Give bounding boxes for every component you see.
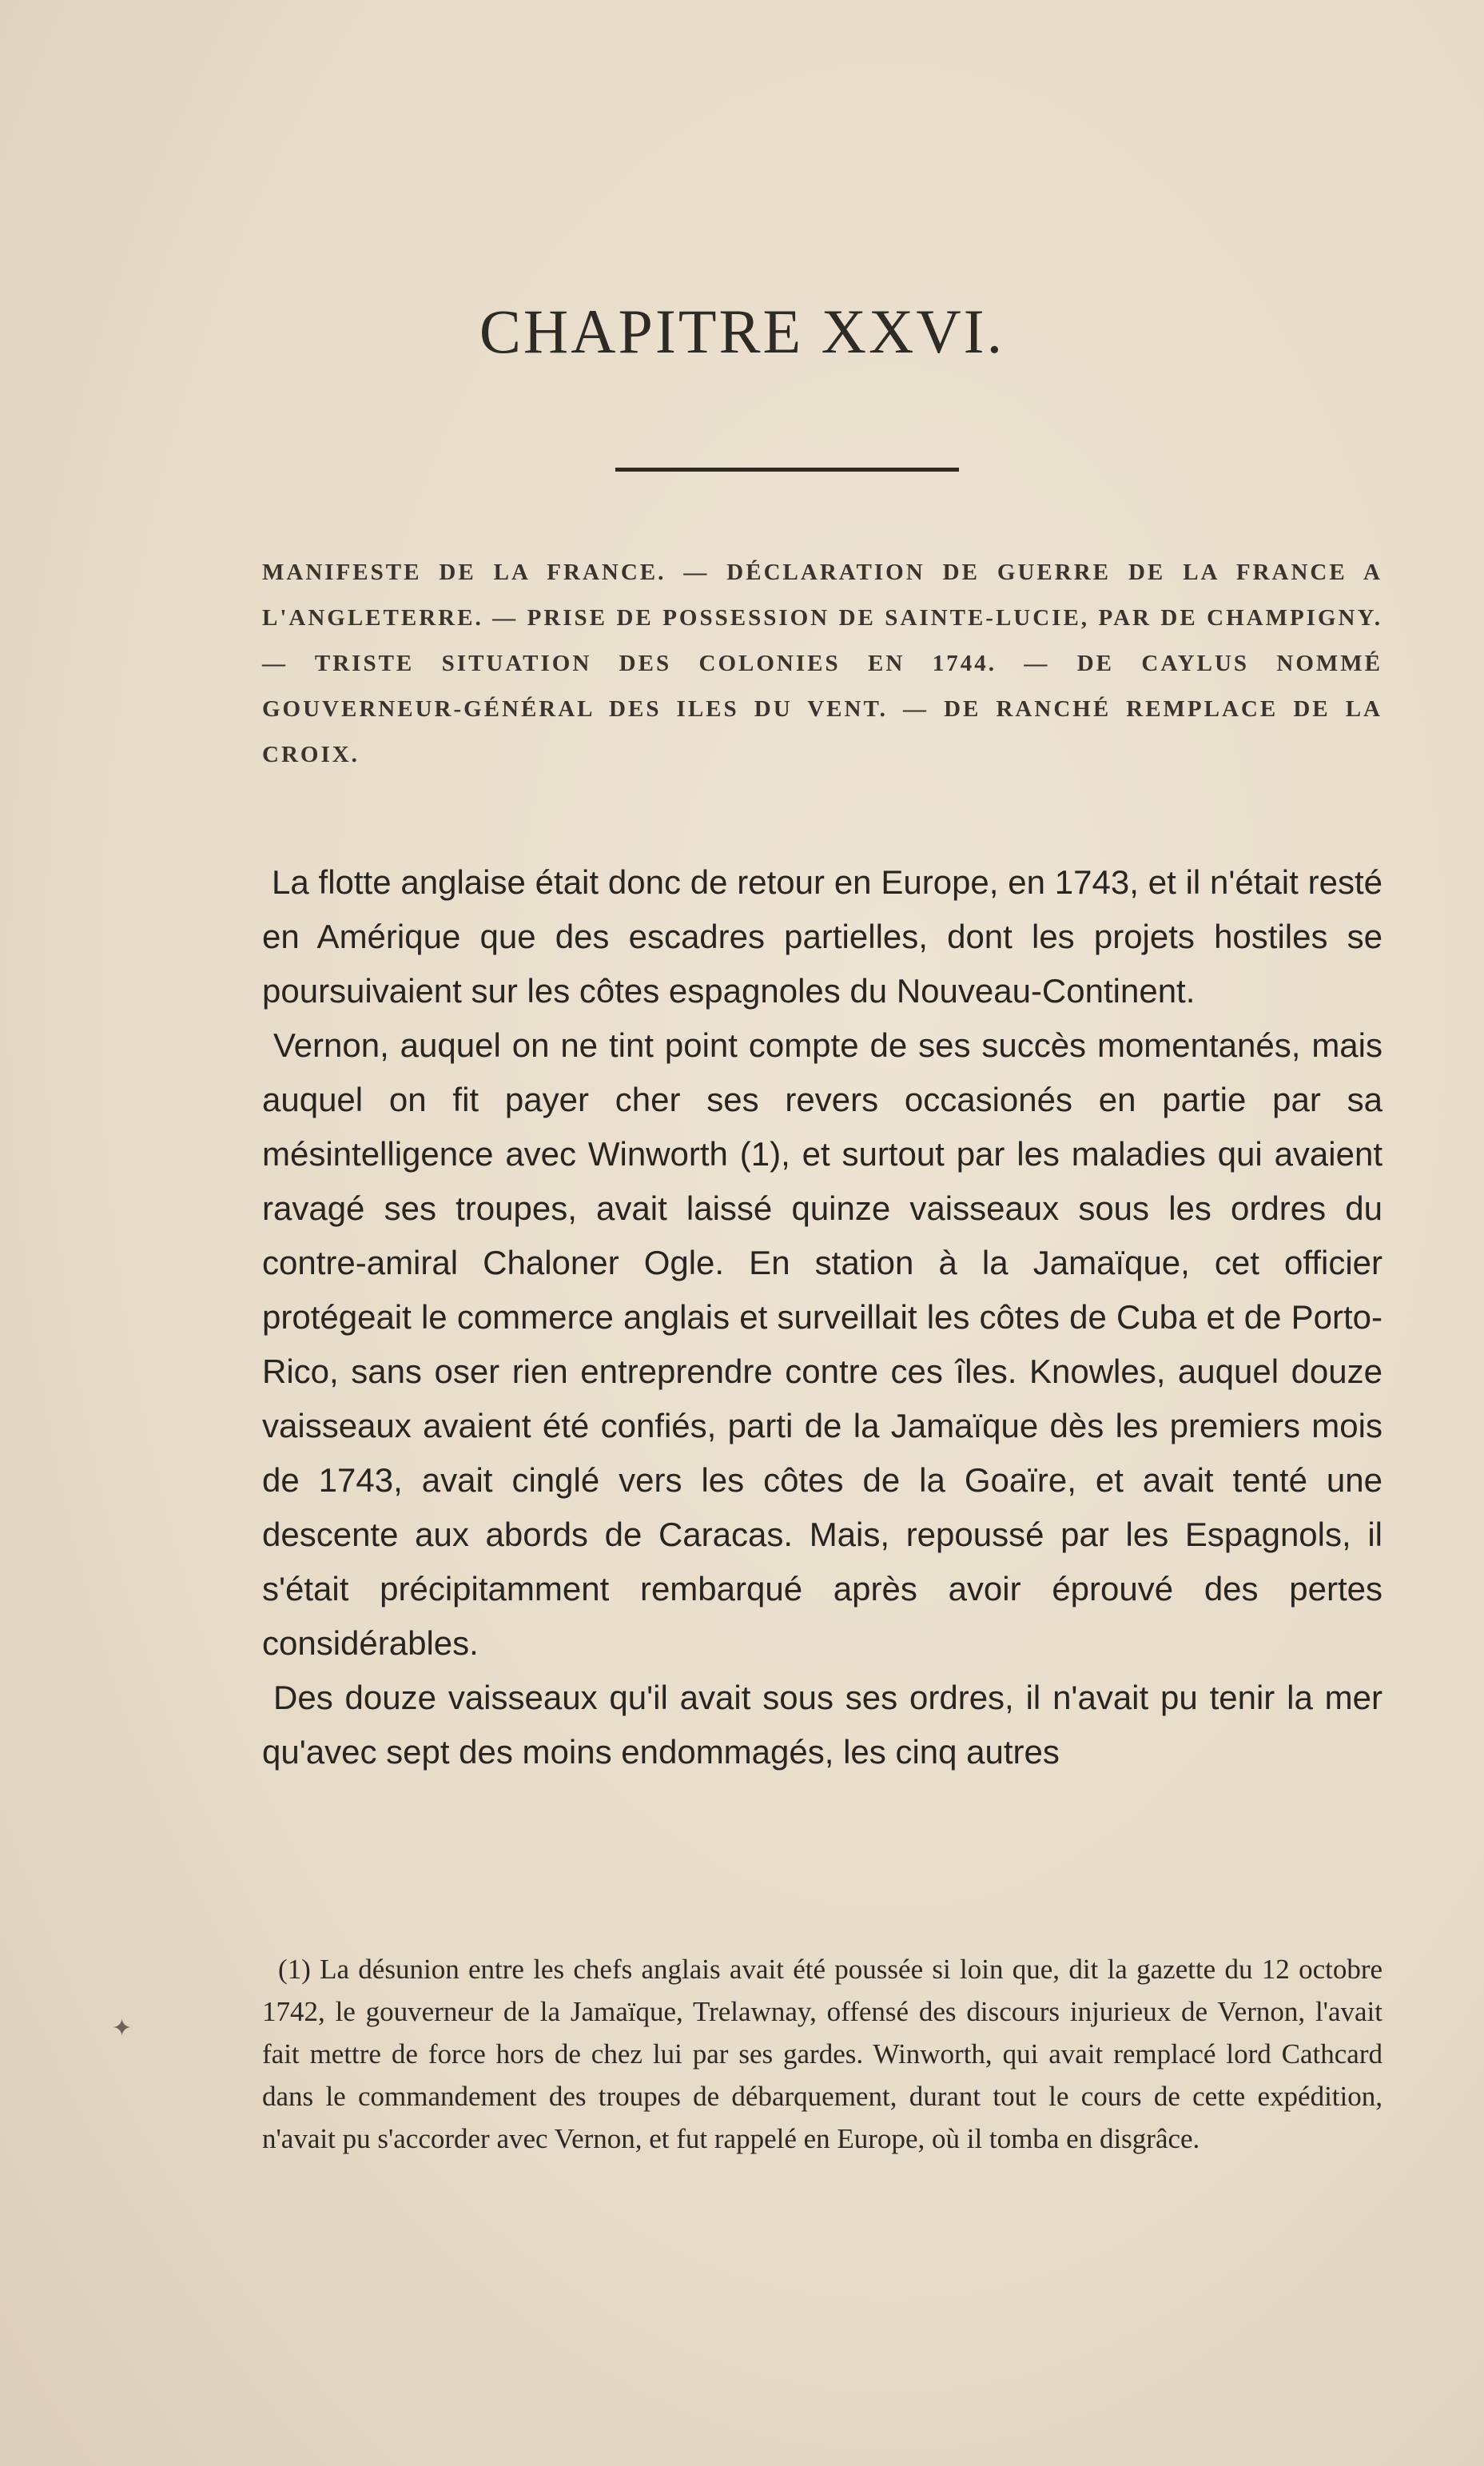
chapter-summary: MANIFESTE DE LA FRANCE. — DÉCLARATION DE GUERRE DE LA FRANCE A L'ANGLETERRE. — PRISE DE POSSESSION DE SAINTE-LUCIE, PAR DE CHAMPIGNY. — TRISTE SITUATION DES COLONIES EN 1744. — DE CAYLUS NOMMÉ GOUVERNEUR-GÉNÉRAL DES ILES DU VENT. — DE RANCHÉ REMPLACE DE LA CROIX.	[262, 560, 1383, 767]
footnote-text: La désunion entre les chefs anglais avait été poussée si loin que, dit la gazette du 12 octobre 1742, le gouverneur de la Jamaïque, Trelawnay, offensé des discours injurieux de Vernon, l'avait fait mettre de force hors de chez lui par ses gardes. Winworth, qui avait remplacé lord Cathcard dans le commandement des troupes de débarquement, durant tout le cours de cette expédition, n'avait pu s'accorder avec Vernon, et fut rappelé en Europe, où il tomba en disgrâce.	[262, 1954, 1383, 2154]
ink-blot-mark: ✦	[112, 2014, 133, 2042]
title-rule	[615, 468, 959, 472]
paragraph-2: Vernon, auquel on ne tint point compte de ses succès momentanés, mais auquel on fit payer cher ses revers occasionés en partie par sa mésintelligence avec Winworth (1), et surtout par les maladies qui avaient ravagé ses troupes, avait laissé quinze vaisseaux sous les ordres du contre-amiral Chaloner Ogle. En station à la Jamaïque, cet officier protégeait le commerce anglais et surveillait les côtes de Cuba et de Porto-Rico, sans oser rien entreprendre contre ces îles. Knowles, auquel douze vaisseaux avaient été confiés, parti de la Jamaïque dès les premiers mois de 1743, avait cinglé vers les côtes de la Goaïre, et avait tenté une descente aux abords de Caracas. Mais, repoussé par les Espagnols, il s'était précipitamment rembarqué après avoir éprouvé des pertes considérables.	[262, 1026, 1383, 1662]
paragraph-3: Des douze vaisseaux qu'il avait sous ses ordres, il n'avait pu tenir la mer qu'avec sept des moins endommagés, les cinq autres	[262, 1679, 1383, 1771]
chapter-title: CHAPITRE XXVI.	[479, 297, 1005, 366]
footnote	[262, 1948, 1383, 2160]
footnote-marker: (1)	[278, 1954, 311, 1985]
paragraph-1: La flotte anglaise était donc de retour en Europe, en 1743, et il n'était resté en Amérique que des escadres partielles, dont les projets hostiles se poursuivaient sur les côtes espagnoles du Nouveau-Continent.	[262, 863, 1383, 1010]
main-text	[262, 855, 1383, 1779]
